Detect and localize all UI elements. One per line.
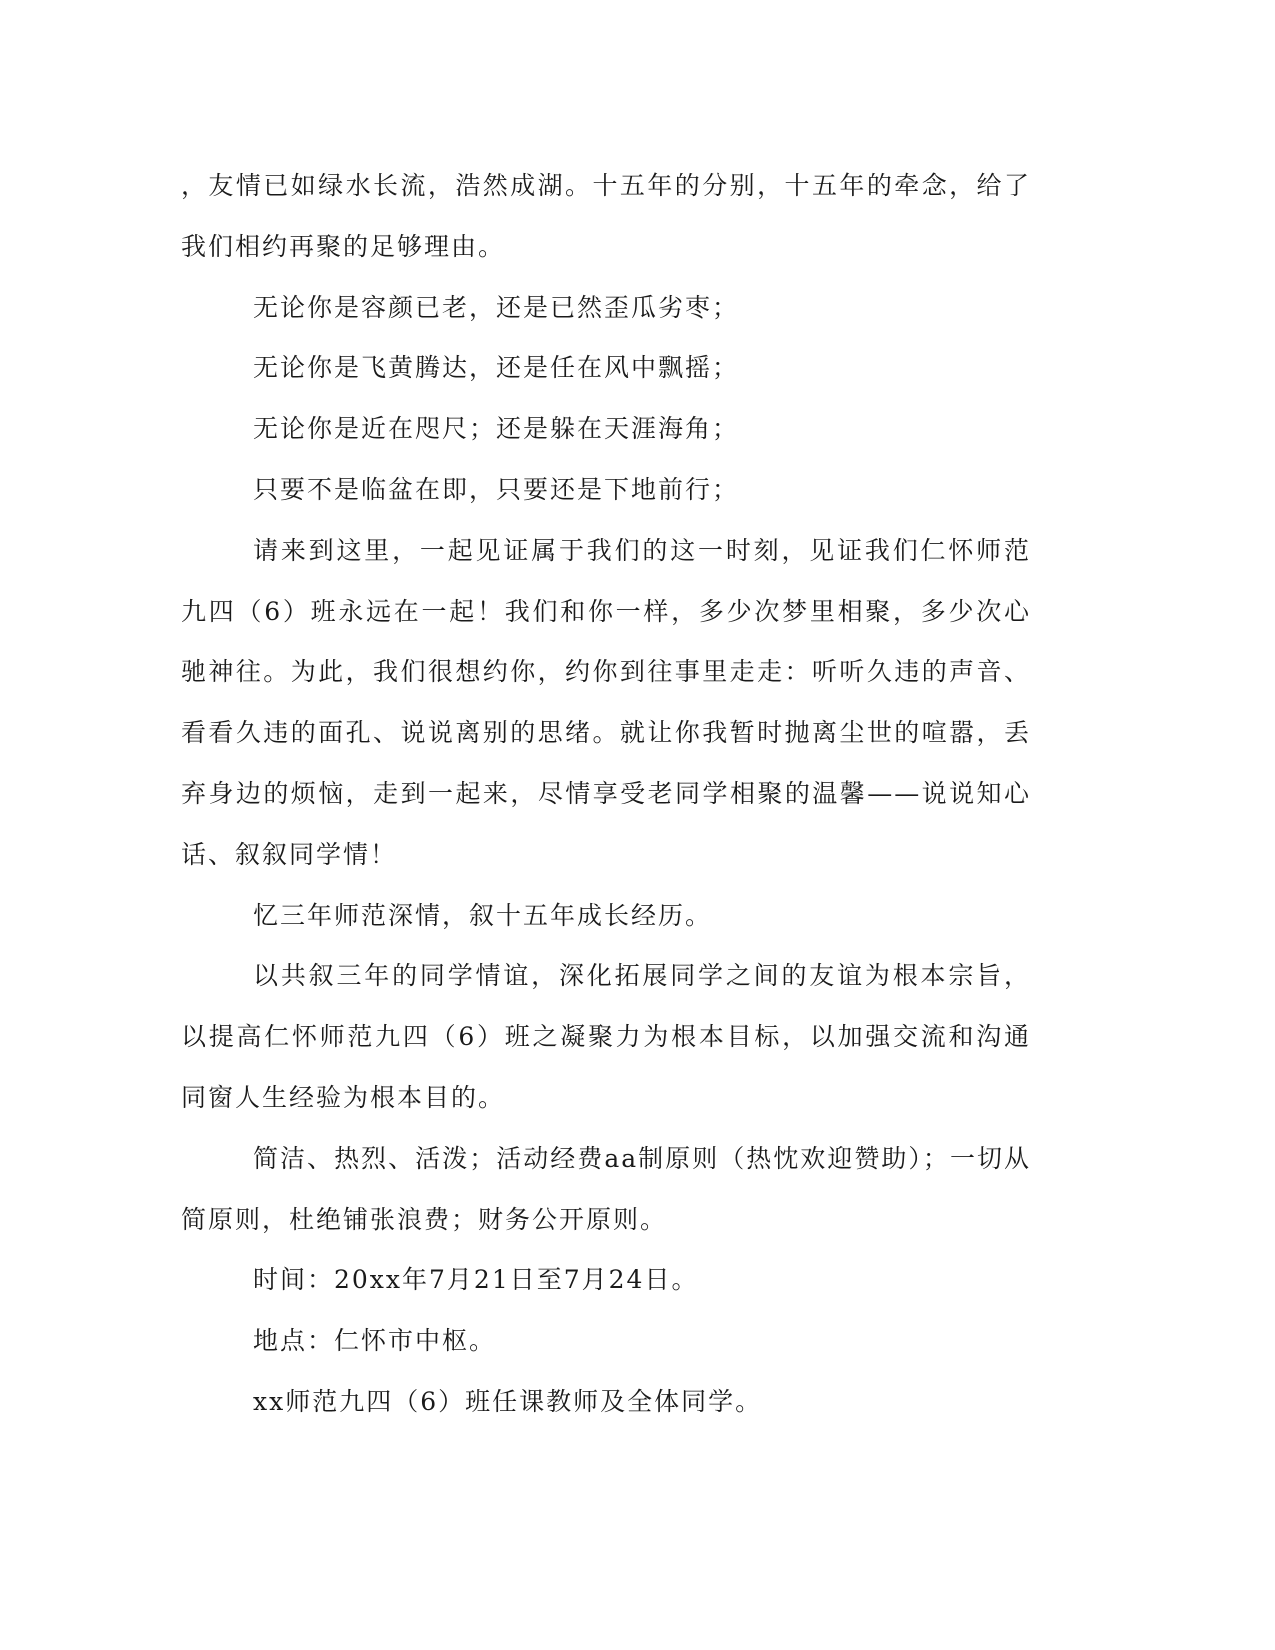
paragraph-7: 忆三年师范深情，叙十五年成长经历。 bbox=[253, 900, 713, 930]
paragraph-10: 时间：20xx年7月21日至7月24日。 bbox=[253, 1265, 699, 1295]
document-body bbox=[181, 156, 1031, 1433]
paragraph-1: ，友情已如绿水长流，浩然成湖。十五年的分别，十五年的牵念，给了我们相约再聚的足够理由。 bbox=[181, 171, 1031, 261]
paragraph-4: 无论你是近在咫尺；还是躲在天涯海角； bbox=[253, 414, 740, 444]
paragraph-12: xx师范九四（6）班任课教师及全体同学。 bbox=[253, 1386, 763, 1416]
paragraph-6: 请来到这里，一起见证属于我们的这一时刻，见证我们仁怀师范九四（6）班永远在一起！我们和你一样，多少次梦里相聚，多少次心驰神往。为此，我们很想约你，约你到往事里走走：听听久违的声音、看看久违的面孔、说说离别的思绪。就让你我暂时抛离尘世的喧嚣，丢弃身边的烦恼，走到一起来，尽情享受老同学相聚的温馨——说说知心话、叙叙同学情！ bbox=[181, 535, 1031, 869]
paragraph-2: 无论你是容颜已老，还是已然歪瓜劣枣； bbox=[253, 292, 740, 322]
paragraph-11: 地点：仁怀市中枢。 bbox=[253, 1326, 497, 1356]
paragraph-8: 以共叙三年的同学情谊，深化拓展同学之间的友谊为根本宗旨，以提高仁怀师范九四（6）班之凝聚力为根本目标，以加强交流和沟通同窗人生经验为根本目的。 bbox=[181, 961, 1031, 1112]
paragraph-5: 只要不是临盆在即，只要还是下地前行； bbox=[253, 474, 740, 504]
paragraph-9: 简洁、热烈、活泼；活动经费aa制原则（热忱欢迎赞助）；一切从简原则，杜绝铺张浪费；财务公开原则。 bbox=[181, 1143, 1031, 1234]
paragraph-3: 无论你是飞黄腾达，还是任在风中飘摇； bbox=[253, 353, 740, 383]
